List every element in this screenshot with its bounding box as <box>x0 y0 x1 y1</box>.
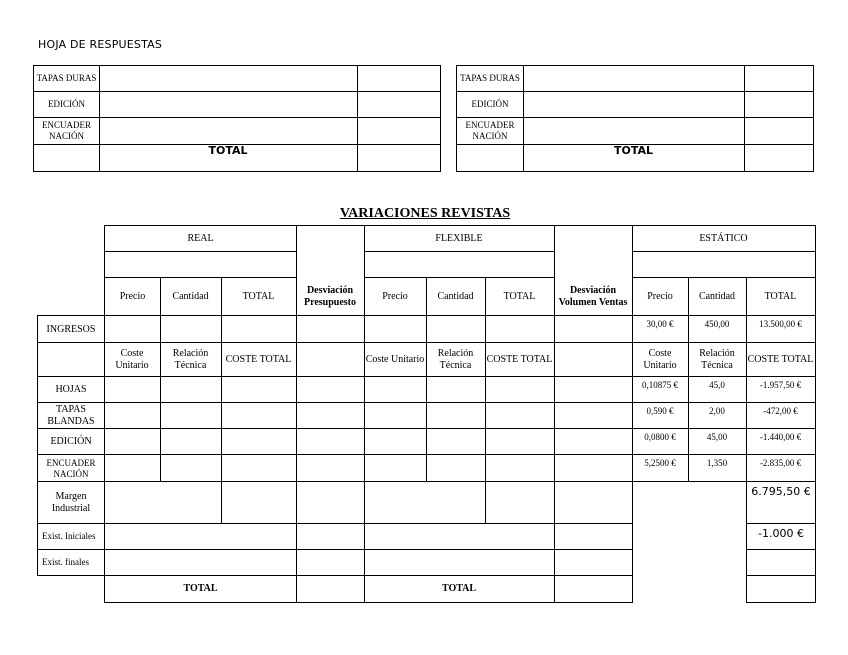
edicion-total-value: -1.440,00 € <box>746 428 816 455</box>
margen-total-value: 6.795,50 € <box>746 481 816 524</box>
answer-cell[interactable] <box>99 65 358 92</box>
grid-cell[interactable] <box>554 376 633 403</box>
edicion-relation-value: 45,00 <box>688 428 747 455</box>
grid-cell[interactable] <box>221 402 297 429</box>
grid-cell <box>296 251 365 278</box>
grid-cell[interactable] <box>364 376 427 403</box>
grid-cell[interactable] <box>554 523 633 550</box>
answer-row-label: EDICIÓN <box>456 91 524 118</box>
answer-row-label: EDICIÓN <box>33 91 100 118</box>
row-label-encuadernacion: ENCUADER NACIÓN <box>37 454 105 482</box>
col-header-total: TOTAL <box>221 277 297 316</box>
grid-cell[interactable] <box>485 428 555 455</box>
grid-cell[interactable] <box>296 342 365 377</box>
answer-cell[interactable] <box>523 91 745 118</box>
answer-row-label: TAPAS DURAS <box>456 65 524 92</box>
tapas-blandas-total-value: -472,00 € <box>746 402 816 429</box>
row-label-ingresos: INGRESOS <box>37 315 105 343</box>
grid-cell[interactable] <box>554 402 633 429</box>
grid-cell[interactable] <box>296 402 365 429</box>
ingresos-total-value: 13.500,00 € <box>746 315 816 343</box>
grid-cell[interactable] <box>160 428 222 455</box>
answer-total-label: TOTAL <box>99 144 358 172</box>
grid-cell[interactable] <box>296 454 365 482</box>
answer-cell[interactable] <box>33 144 100 172</box>
grid-cell[interactable] <box>296 575 365 603</box>
grid-cell <box>554 225 633 252</box>
grid-cell[interactable] <box>160 402 222 429</box>
group-header-real: REAL <box>104 225 297 252</box>
row-label-exist-iniciales: Exist. Iniciales <box>37 523 105 550</box>
row-label-margen: Margen Industrial <box>37 481 105 524</box>
variations-title: VARIACIONES REVISTAS <box>339 206 511 221</box>
tapas-blandas-relation-value: 2,00 <box>688 402 747 429</box>
col-header-cantidad: Cantidad <box>160 277 222 316</box>
row-label-edicion: EDICIÓN <box>37 428 105 455</box>
row-label-exist-finales: Exist. finales <box>37 549 105 576</box>
answer-cell[interactable] <box>357 144 441 172</box>
cost-header-relation: Relación Técnica <box>426 342 486 377</box>
grid-cell[interactable] <box>104 481 222 524</box>
grid-cell[interactable] <box>554 575 633 603</box>
answer-row-label: ENCUADER NACIÓN <box>33 117 100 145</box>
grid-cell[interactable] <box>296 523 365 550</box>
col-header-cantidad: Cantidad <box>688 277 747 316</box>
grid-cell[interactable] <box>221 376 297 403</box>
encuadernacion-unit-value: 5,2500 € <box>632 454 689 482</box>
grid-cell[interactable] <box>364 402 427 429</box>
grid-cell[interactable] <box>364 315 427 343</box>
grid-cell <box>296 225 365 252</box>
grid-cell[interactable] <box>296 428 365 455</box>
cost-header-relation: Relación Técnica <box>160 342 222 377</box>
grid-cell[interactable] <box>364 481 486 524</box>
cost-header-total: COSTE TOTAL <box>221 342 297 377</box>
grid-cell[interactable] <box>364 428 427 455</box>
grid-cell[interactable] <box>221 454 297 482</box>
answer-cell[interactable] <box>744 91 814 118</box>
grid-cell <box>554 251 633 278</box>
grid-cell[interactable] <box>426 454 486 482</box>
answer-cell[interactable] <box>456 144 524 172</box>
total-real-label: TOTAL <box>104 575 297 603</box>
grid-cell[interactable] <box>296 481 365 524</box>
grid-cell[interactable] <box>632 251 816 278</box>
col-header-desviacion-volumen: Desviación Volumen Ventas <box>554 277 633 316</box>
col-header-total: TOTAL <box>485 277 555 316</box>
grid-cell[interactable] <box>485 454 555 482</box>
grid-cell[interactable] <box>364 523 555 550</box>
row-label-tapas-blandas: TAPAS BLANDAS <box>37 402 105 429</box>
col-header-precio: Precio <box>104 277 161 316</box>
col-header-desviacion-presupuesto: Desviación Presupuesto <box>296 277 365 316</box>
total-flexible-label: TOTAL <box>364 575 555 603</box>
grid-cell[interactable] <box>485 315 555 343</box>
grid-cell[interactable] <box>746 549 816 576</box>
encuadernacion-total-value: -2.835,00 € <box>746 454 816 482</box>
answer-cell[interactable] <box>744 117 814 145</box>
answer-row-label: ENCUADER NACIÓN <box>456 117 524 145</box>
row-label-hojas: HOJAS <box>37 376 105 403</box>
grid-cell[interactable] <box>364 549 555 576</box>
grid-cell[interactable] <box>554 342 633 377</box>
col-header-precio: Precio <box>364 277 427 316</box>
grid-cell[interactable] <box>426 315 486 343</box>
encuadernacion-relation-value: 1,350 <box>688 454 747 482</box>
hojas-relation-value: 45,0 <box>688 376 747 403</box>
grid-cell[interactable] <box>296 376 365 403</box>
grid-cell[interactable] <box>104 315 161 343</box>
grid-cell[interactable] <box>104 428 161 455</box>
grid-cell[interactable] <box>426 376 486 403</box>
grid-cell[interactable] <box>296 549 365 576</box>
grid-cell[interactable] <box>426 402 486 429</box>
grid-cell[interactable] <box>554 315 633 343</box>
grid-cell[interactable] <box>296 315 365 343</box>
cost-header-relation: Relación Técnica <box>688 342 747 377</box>
answer-cell[interactable] <box>357 65 441 92</box>
answer-row-label: TAPAS DURAS <box>33 65 100 92</box>
cost-header-unit: Coste Unitario <box>104 342 161 377</box>
col-header-cantidad: Cantidad <box>426 277 486 316</box>
answer-cell[interactable] <box>744 65 814 92</box>
group-header-estatico: ESTÁTICO <box>632 225 816 252</box>
tapas-blandas-unit-value: 0,590 € <box>632 402 689 429</box>
grid-cell[interactable] <box>104 549 297 576</box>
grid-cell[interactable] <box>746 575 816 603</box>
answer-cell[interactable] <box>99 91 358 118</box>
cost-header-unit: Coste Unitario <box>632 342 689 377</box>
grid-cell[interactable] <box>104 376 161 403</box>
grid-cell[interactable] <box>104 402 161 429</box>
edicion-unit-value: 0,0800 € <box>632 428 689 455</box>
col-header-precio: Precio <box>632 277 689 316</box>
grid-cell[interactable] <box>426 428 486 455</box>
grid-cell <box>37 342 105 377</box>
grid-cell[interactable] <box>104 251 297 278</box>
exist-iniciales-value: -1.000 € <box>746 523 816 550</box>
answer-cell[interactable] <box>99 117 358 145</box>
answer-cell[interactable] <box>744 144 814 172</box>
grid-cell[interactable] <box>364 454 427 482</box>
cost-header-total: COSTE TOTAL <box>746 342 816 377</box>
hojas-total-value: -1.957,50 € <box>746 376 816 403</box>
grid-cell[interactable] <box>160 376 222 403</box>
grid-cell[interactable] <box>104 523 297 550</box>
answer-total-label: TOTAL <box>523 144 745 172</box>
grid-cell[interactable] <box>485 481 555 524</box>
grid-cell[interactable] <box>554 481 633 524</box>
page-title: HOJA DE RESPUESTAS <box>38 38 163 51</box>
ingresos-precio-value: 30,00 € <box>632 315 689 343</box>
grid-cell[interactable] <box>554 428 633 455</box>
answer-cell[interactable] <box>523 117 745 145</box>
answer-cell[interactable] <box>357 117 441 145</box>
grid-cell[interactable] <box>554 454 633 482</box>
answer-cell[interactable] <box>357 91 441 118</box>
grid-cell[interactable] <box>485 402 555 429</box>
grid-cell[interactable] <box>364 251 555 278</box>
ingresos-cantidad-value: 450,00 <box>688 315 747 343</box>
cost-header-unit: Coste Unitario <box>364 342 427 377</box>
grid-cell[interactable] <box>104 454 161 482</box>
grid-cell[interactable] <box>485 376 555 403</box>
grid-cell[interactable] <box>160 315 222 343</box>
cost-header-total: COSTE TOTAL <box>485 342 555 377</box>
group-header-flexible: FLEXIBLE <box>364 225 555 252</box>
hojas-unit-value: 0,10875 € <box>632 376 689 403</box>
grid-cell[interactable] <box>221 481 297 524</box>
grid-cell[interactable] <box>221 315 297 343</box>
grid-cell[interactable] <box>221 428 297 455</box>
grid-cell[interactable] <box>160 454 222 482</box>
answer-cell[interactable] <box>523 65 745 92</box>
col-header-total: TOTAL <box>746 277 816 316</box>
grid-cell[interactable] <box>554 549 633 576</box>
